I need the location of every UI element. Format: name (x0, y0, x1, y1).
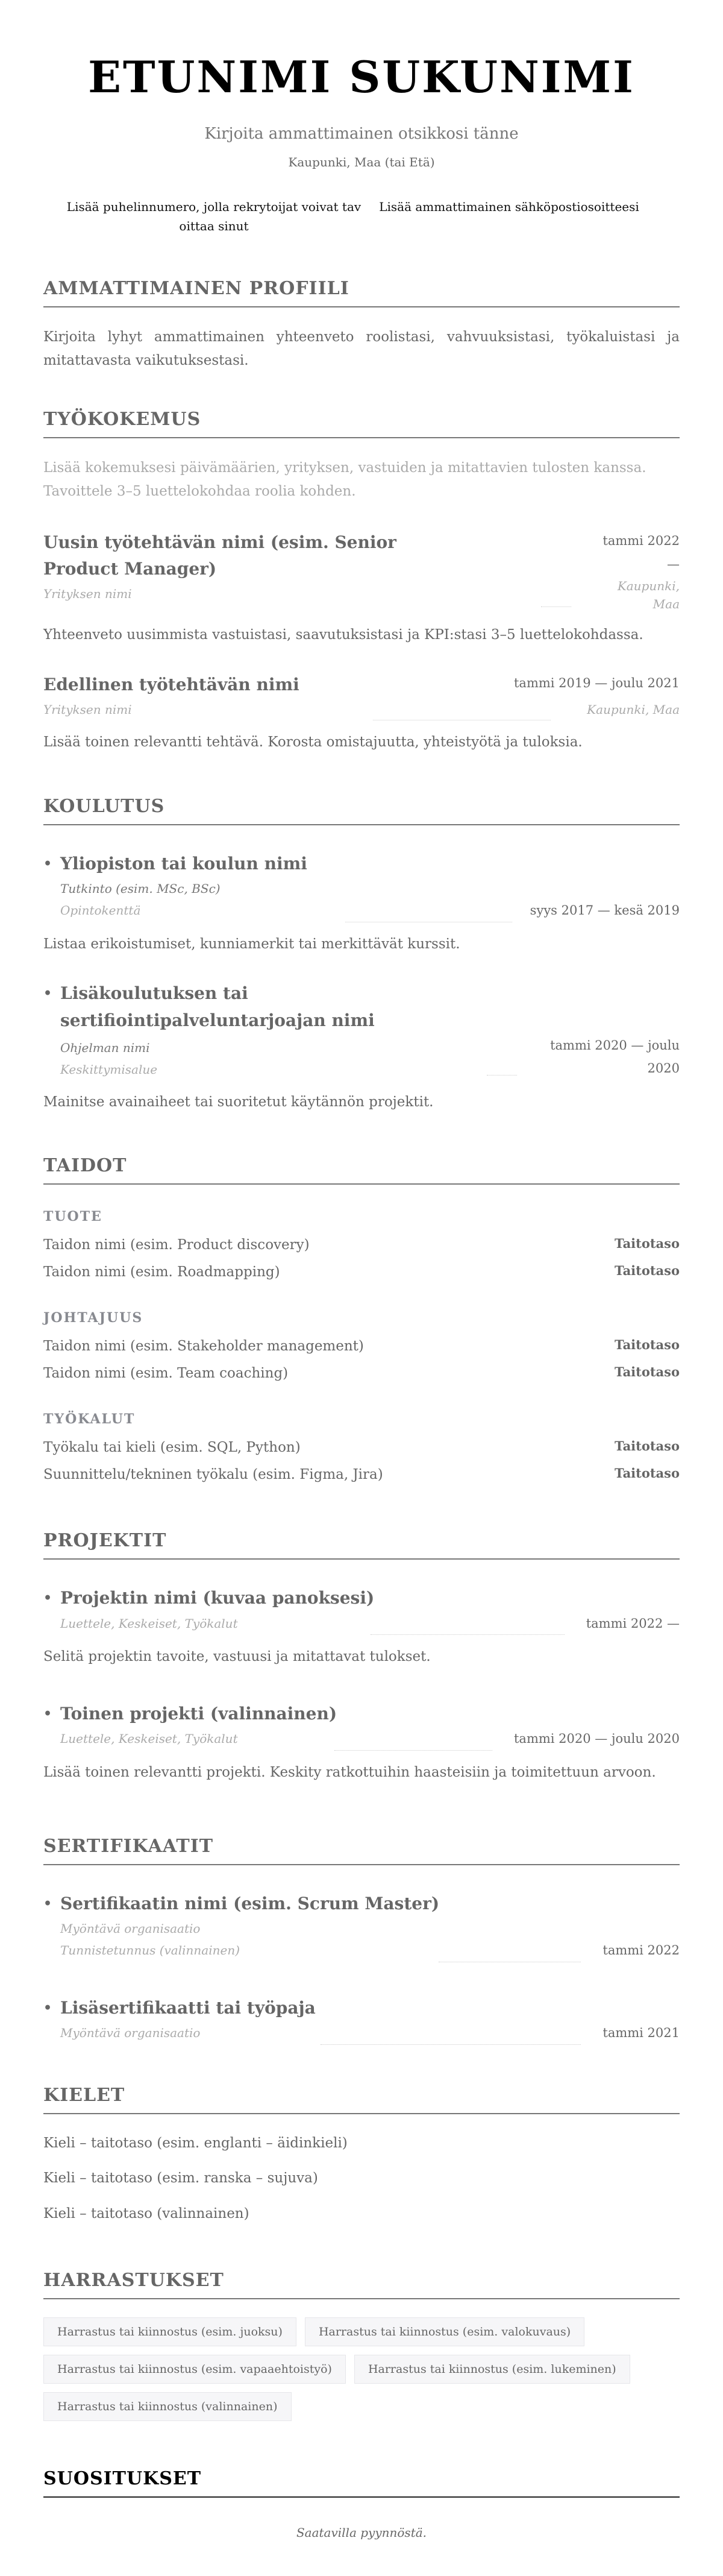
job-description: Lisää toinen relevantti tehtävä. Korosta omistajuutta, yhteistyötä ja tuloksia. (43, 734, 583, 750)
skill-row (43, 1232, 680, 1259)
professional-headline: Kirjoita ammattimainen otsikkosi tänne (204, 125, 519, 143)
bullet-icon: • (43, 1706, 52, 1722)
skill-name: Taidon nimi (esim. Product discovery) (43, 1237, 310, 1253)
certificate-entry (43, 1891, 680, 1962)
dotted-leader (334, 1743, 492, 1751)
bullet-icon: • (43, 1590, 52, 1607)
language-item: Kieli – taitotaso (esim. ranska – sujuva) (43, 2170, 318, 2187)
education-date: syys 2017 — kesä 2019 (530, 902, 680, 918)
company-name: Yrityksen nimi (43, 587, 132, 602)
skill-group-title: JOHTAJUUS (43, 1310, 143, 1326)
profile-text: Kirjoita lyhyt ammattimainen yhteenveto roolistasi, vahvuuksistasi, työkaluistasi ja mitattavasta vaikutuksestasi. (43, 329, 680, 369)
job-date: tammi 2019 — joulu 2021 (513, 676, 680, 691)
issuer: Myöntävä organisaatio (60, 2025, 201, 2040)
skill-group (43, 1411, 680, 1488)
section-title: TYÖKOKEMUS (43, 409, 680, 438)
skill-row (43, 1461, 680, 1488)
resume-header (43, 53, 680, 236)
full-name: ETUNIMI SUKUNIMI (88, 51, 635, 102)
phone-text: Lisää puhelinnumero, jolla rekrytoijat voivat tavoittaa sinut (66, 200, 362, 234)
contact-row (43, 197, 680, 236)
hobby-tag: Harrastus tai kiinnostus (esim. juoksu) (43, 2317, 296, 2346)
company-name: Yrityksen nimi (43, 702, 132, 717)
hobby-tags (43, 2317, 680, 2421)
skills-section (43, 1155, 680, 1488)
certificate-date: tammi 2022 (602, 1942, 680, 1957)
bullet-icon: • (43, 2000, 52, 2016)
section-title: AMMATTIMAINEN PROFIILI (43, 278, 680, 307)
skill-level: Taitotaso (614, 1465, 680, 1481)
experience-intro: Lisää kokemuksesi päivämäärien, yrityksen, vastuiden ja mitattavien tulosten kanssa. Tavoittele 3–5 luettelokohdaa roolia kohden. (43, 460, 646, 500)
location: Kaupunki, Maa (tai Etä) (288, 155, 435, 170)
certificates-section (43, 1836, 680, 2045)
hobbies-section (43, 2270, 680, 2421)
education-entry (43, 980, 680, 1113)
dotted-leader (345, 915, 512, 922)
skill-name: Taidon nimi (esim. Roadmapping) (43, 1264, 280, 1280)
hobby-tag: Harrastus tai kiinnostus (esim. valokuvaus) (305, 2317, 584, 2346)
skill-level: Taitotaso (614, 1236, 680, 1252)
dotted-leader (487, 1068, 517, 1075)
project-description: Selitä projektin tavoite, vastuusi ja mitattavat tulokset. (43, 1649, 431, 1665)
languages-section (43, 2085, 680, 2225)
dotted-leader (371, 1628, 565, 1635)
certificate-entry (43, 1995, 680, 2045)
section-title: HARRASTUKSET (43, 2270, 680, 2299)
dotted-leader (541, 600, 571, 607)
skill-row (43, 1360, 680, 1387)
skill-name: Suunnittelu/tekninen työkalu (esim. Figma, Jira) (43, 1466, 383, 1482)
section-title: PROJEKTIT (43, 1530, 680, 1560)
school-name: Yliopiston tai koulun nimi (60, 853, 307, 874)
section-title: KIELET (43, 2085, 680, 2114)
bullet-icon: • (43, 986, 52, 1002)
program-name: Ohjelman nimi (60, 1040, 150, 1055)
dotted-leader (439, 1955, 581, 1962)
job-location: Kaupunki, Maa (587, 702, 680, 717)
skill-level: Taitotaso (614, 1438, 680, 1453)
education-description: Listaa erikoistumiset, kunniamerkit tai merkittävät kurssit. (43, 936, 460, 952)
project-tags: Luettele, Keskeiset, Työkalut (60, 1731, 238, 1746)
project-date: tammi 2020 — joulu 2020 (513, 1731, 680, 1746)
certificate-date: tammi 2021 (602, 2025, 680, 2040)
school-name: Lisäkoulutuksen tai sertifiointipalveluntarjoajan nimi (60, 983, 375, 1031)
project-name: Toinen projekti (valinnainen) (60, 1704, 337, 1724)
job-entry (43, 672, 680, 754)
references-note: Saatavilla pyynnöstä. (296, 2525, 427, 2540)
project-tags: Luettele, Keskeiset, Työkalut (60, 1616, 238, 1631)
profile-section (43, 278, 680, 373)
education-section (43, 796, 680, 1113)
credential-id: Tunnistetunnus (valinnainen) (60, 1942, 240, 1957)
job-description: Yhteenveto uusimmista vastuistasi, saavutuksistasi ja KPI:stasi 3–5 luettelokohdassa. (43, 627, 643, 643)
job-title: Uusin työtehtävän nimi (esim. Senior Product Manager) (43, 532, 396, 579)
dotted-leader (321, 2038, 581, 2045)
job-title: Edellinen työtehtävän nimi (43, 675, 299, 695)
skill-level: Taitotaso (614, 1263, 680, 1279)
skill-row (43, 1259, 680, 1286)
education-entry (43, 851, 680, 956)
skill-level: Taitotaso (614, 1364, 680, 1379)
bullet-icon: • (43, 855, 52, 872)
section-title: KOULUTUS (43, 796, 680, 825)
language-item: Kieli – taitotaso (esim. englanti – äidinkieli) (43, 2135, 348, 2151)
education-date: tammi 2020 — joulu 2020 (550, 1038, 680, 1075)
skill-group (43, 1310, 680, 1387)
hobby-tag: Harrastus tai kiinnostus (esim. lukeminen) (354, 2355, 630, 2384)
certificate-name: Lisäsertifikaatti tai työpaja (60, 1997, 316, 2018)
experience-section (43, 409, 680, 753)
education-description: Mainitse avainaiheet tai suoritetut käytännön projektit. (43, 1094, 434, 1110)
issuer: Myöntävä organisaatio (60, 1921, 201, 1936)
job-location: Kaupunki, Maa (617, 579, 680, 612)
field-of-study: Opintokenttä (60, 902, 141, 918)
skill-name: Taidon nimi (esim. Team coaching) (43, 1365, 289, 1381)
job-entry (43, 529, 680, 647)
hobby-tag: Harrastus tai kiinnostus (valinnainen) (43, 2392, 292, 2421)
degree: Tutkinto (esim. MSc, BSc) (60, 881, 221, 896)
project-description: Lisää toinen relevantti projekti. Keskity ratkottuihin haasteisiin ja toimitettuun arvoon. (43, 1765, 656, 1781)
skill-group-title: TUOTE (43, 1209, 102, 1225)
skill-row (43, 1333, 680, 1360)
project-name: Projektin nimi (kuvaa panoksesi) (60, 1588, 375, 1608)
project-date: tammi 2022 — (586, 1616, 680, 1631)
references-section (43, 2468, 680, 2540)
skill-name: Taidon nimi (esim. Stakeholder management) (43, 1338, 364, 1355)
skill-level: Taitotaso (614, 1337, 680, 1353)
skill-name: Työkalu tai kieli (esim. SQL, Python) (43, 1439, 301, 1455)
skill-group-title: TYÖKALUT (43, 1411, 136, 1427)
skill-group (43, 1209, 680, 1286)
section-title: TAIDOT (43, 1155, 680, 1185)
focus-area: Keskittymisalue (60, 1062, 158, 1077)
project-entry (43, 1585, 680, 1668)
hobby-tag: Harrastus tai kiinnostus (esim. vapaaehtoistyö) (43, 2355, 346, 2384)
job-date-separator: — (667, 557, 680, 572)
job-date-start: tammi 2022 (602, 533, 680, 548)
certificate-name: Sertifikaatin nimi (esim. Scrum Master) (60, 1893, 440, 1913)
project-entry (43, 1701, 680, 1784)
skill-row (43, 1434, 680, 1461)
section-title: SUOSITUKSET (43, 2468, 680, 2498)
projects-section (43, 1530, 680, 1783)
dotted-leader (373, 713, 551, 720)
section-title: SERTIFIKAATIT (43, 1836, 680, 1865)
language-item: Kieli – taitotaso (valinnainen) (43, 2206, 249, 2222)
bullet-icon: • (43, 1895, 52, 1912)
email-text: Lisää ammattimainen sähköpostiosoitteesi (379, 200, 639, 215)
